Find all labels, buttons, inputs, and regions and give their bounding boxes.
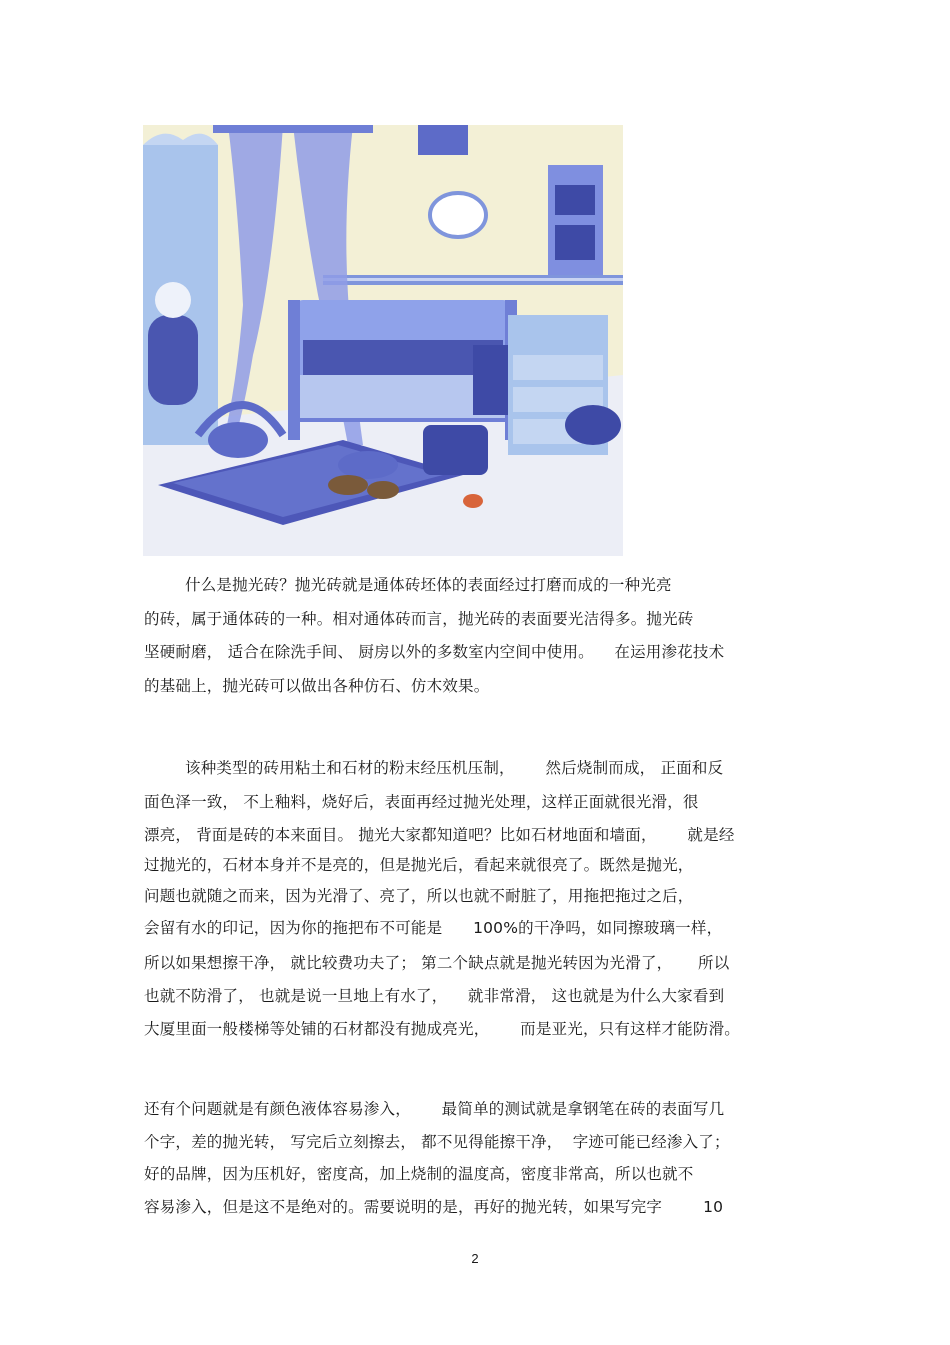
paragraph-3-line-1: 还有个问题就是有颜色液体容易渗入， 最简单的测试就是拿钢笔在砖的表面写几	[144, 1100, 725, 1118]
paragraph-1-line-2: 的砖，属于通体砖的一种。相对通体砖而言，抛光砖的表面要光洁得多。抛光砖	[144, 610, 694, 628]
paragraph-2-line-4: 过抛光的，石材本身并不是亮的，但是抛光后，看起来就很亮了。既然是抛光，	[144, 856, 694, 874]
paragraph-3-line-4: 容易渗入，但是这不是绝对的。需要说明的是，再好的抛光转，如果写完字 10	[144, 1198, 724, 1216]
paragraph-2-line-3: 漂亮， 背面是砖的本来面目。 抛光大家都知道吧？比如石材地面和墙面， 就是经	[144, 826, 735, 844]
nursery-photo-illustration	[143, 125, 623, 556]
paragraph-2-line-1: 该种类型的砖用粘土和石材的粉末经压机压制， 然后烧制而成， 正面和反	[144, 759, 724, 777]
paragraph-1-line-1: 什么是抛光砖？抛光砖就是通体砖坯体的表面经过打磨而成的一种光亮	[144, 576, 672, 594]
paragraph-2-line-2: 面色泽一致， 不上釉料，烧好后，表面再经过抛光处理，这样正面就很光滑，很	[144, 793, 699, 811]
nursery-photo	[143, 125, 623, 556]
paragraph-3-line-2: 个字，差的抛光转， 写完后立刻擦去， 都不见得能擦干净， 字迹可能已经渗入了；	[144, 1133, 730, 1151]
paragraph-1-line-3: 坚硬耐磨， 适合在除洗手间、 厨房以外的多数室内空间中使用。 在运用渗花技术	[144, 643, 725, 661]
paragraph-2-line-9: 大厦里面一般楼梯等处铺的石材都没有抛成亮光， 而是亚光，只有这样才能防滑。	[144, 1020, 740, 1038]
paragraph-1-line-4: 的基础上，抛光砖可以做出各种仿石、仿木效果。	[144, 677, 490, 695]
paragraph-2-line-6: 会留有水的印记，因为你的拖把布不可能是 100%的干净吗，如同擦玻璃一样，	[144, 919, 723, 937]
paragraph-2-line-8: 也就不防滑了， 也就是说一旦地上有水了， 就非常滑， 这也就是为什么大家看到	[144, 987, 725, 1005]
paragraph-2-line-7: 所以如果想擦干净， 就比较费功夫了； 第二个缺点就是抛光转因为光滑了， 所以	[144, 954, 730, 972]
paragraph-2-line-5: 问题也就随之而来，因为光滑了、亮了，所以也就不耐脏了，用拖把拖过之后，	[144, 887, 694, 905]
page-number: 2	[471, 1251, 479, 1266]
paragraph-3-line-3: 好的品牌，因为压机好，密度高，加上烧制的温度高，密度非常高，所以也就不	[144, 1165, 694, 1183]
